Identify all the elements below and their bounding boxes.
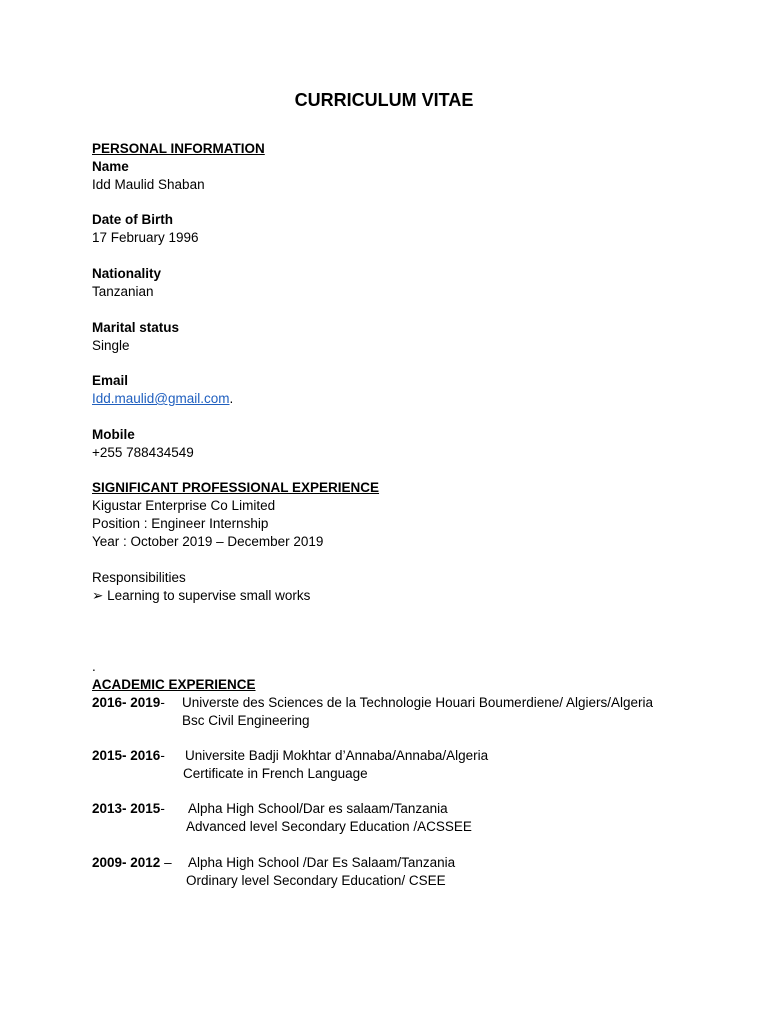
email-line — [92, 390, 233, 408]
mobile-value: +255 788434549 — [92, 445, 194, 460]
academic-entry-detail: Advanced level Secondary Education /ACSSEE — [186, 819, 472, 834]
responsibility-text: Learning to supervise small works — [107, 588, 311, 603]
marital-status-label: Marital status — [92, 320, 180, 335]
experience-company: Kigustar Enterprise Co Limited — [92, 498, 276, 513]
document-title: CURRICULUM VITAE — [294, 90, 474, 110]
academic-entry-detail: Bsc Civil Engineering — [182, 713, 310, 728]
experience-position: Position : Engineer Internship — [92, 516, 269, 531]
academic-entry-institution: Alpha High School/Dar es salaam/Tanzania — [188, 801, 448, 816]
dob-label: Date of Birth — [92, 212, 173, 227]
email-link[interactable]: Idd.maulid@gmail.com — [92, 391, 230, 406]
academic-entry-detail: Certificate in French Language — [183, 766, 368, 781]
email-label: Email — [92, 373, 129, 388]
arrow-bullet-icon: ➢ — [92, 588, 104, 603]
email-trailing-dot: . — [229, 391, 234, 406]
nationality-label: Nationality — [92, 266, 162, 281]
academic-entry-years: 2016- 2019- — [92, 695, 165, 710]
marital-status-value: Single — [92, 338, 130, 353]
nationality-value: Tanzanian — [92, 284, 154, 299]
dob-value: 17 February 1996 — [92, 230, 199, 245]
academic-entry-years: 2015- 2016- — [92, 748, 165, 763]
name-label: Name — [92, 159, 129, 174]
academic-heading: ACADEMIC EXPERIENCE — [92, 677, 256, 692]
experience-year: Year : October 2019 – December 2019 — [92, 534, 324, 549]
academic-entry-years: 2013- 2015- — [92, 801, 165, 816]
academic-entry-institution: Alpha High School /Dar Es Salaam/Tanzania — [188, 855, 456, 870]
academic-entry-detail: Ordinary level Secondary Education/ CSEE — [186, 873, 446, 888]
personal-info-heading: PERSONAL INFORMATION — [92, 141, 265, 156]
experience-heading: SIGNIFICANT PROFESSIONAL EXPERIENCE — [92, 480, 380, 495]
stray-dot: . — [92, 659, 96, 674]
mobile-label: Mobile — [92, 427, 135, 442]
academic-entry-institution: Universite Badji Mokhtar d’Annaba/Annaba/Algeria — [185, 748, 489, 763]
academic-entry-years: 2009- 2012 – — [92, 855, 172, 870]
name-value: Idd Maulid Shaban — [92, 177, 205, 192]
responsibility-item — [92, 587, 310, 605]
academic-entry-institution: Universte des Sciences de la Technologie Houari Boumerdiene/ Algiers/Algeria — [182, 695, 654, 710]
responsibilities-label: Responsibilities — [92, 570, 186, 585]
